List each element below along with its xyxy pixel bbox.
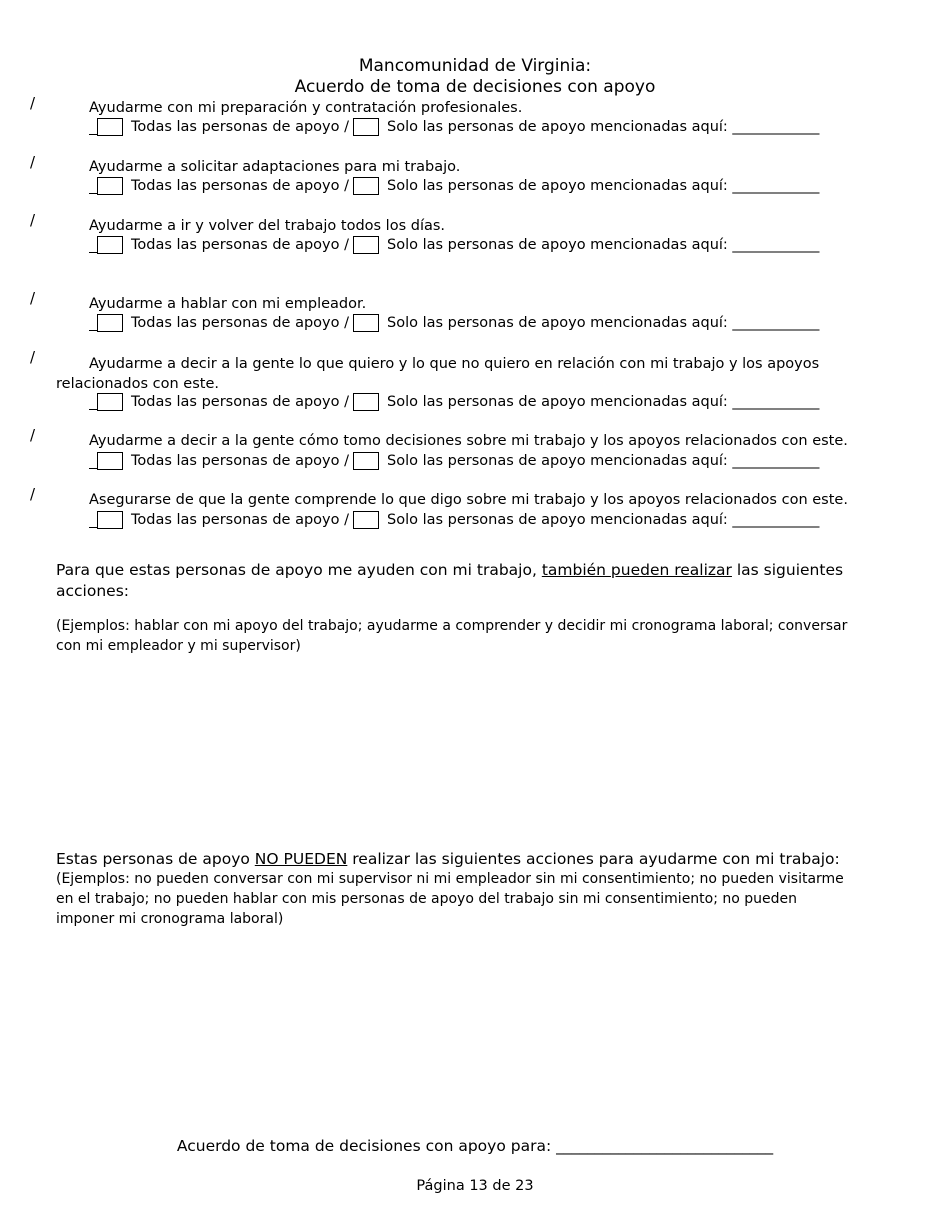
all-supporters-checkbox[interactable] (97, 452, 123, 470)
can-do-intro-after: las siguientes acciones: (56, 561, 844, 600)
named-supporters-checkbox[interactable] (353, 118, 379, 136)
item-1-text: Ayudarme con mi preparación y contratación profesionales. (89, 100, 523, 116)
can-do-intro (56, 560, 886, 602)
all-supporters-label: Todas las personas de apoyo / (131, 453, 349, 469)
all-supporters-label: Todas las personas de apoyo / (131, 237, 349, 253)
named-supporters-label: Solo las personas de apoyo mencionadas aquí: ____________ (387, 394, 820, 410)
named-supporters-label: Solo las personas de apoyo mencionadas aquí: ____________ (387, 453, 820, 469)
all-supporters-label: Todas las personas de apoyo / (131, 315, 349, 331)
item-5-text: Ayudarme a decir a la gente lo que quiero y lo que no quiero en relación con mi trabajo y los apoyos relacionados con este. (56, 356, 820, 392)
named-supporters-checkbox[interactable] (353, 452, 379, 470)
item-7-text: Asegurarse de que la gente comprende lo que digo sobre mi trabajo y los apoyos relacionados con este. (89, 492, 848, 508)
named-supporters-label: Solo las personas de apoyo mencionadas aquí: ____________ (387, 178, 820, 194)
named-supporters-label: Solo las personas de apoyo mencionadas aquí: ____________ (387, 512, 820, 528)
cannot-do-intro-after: realizar las siguientes acciones para ayudarme con mi trabajo: (347, 850, 840, 868)
all-supporters-checkbox[interactable] (97, 511, 123, 529)
slash-mark: / (30, 485, 36, 503)
all-supporters-checkbox[interactable] (97, 118, 123, 136)
all-supporters-checkbox[interactable] (97, 236, 123, 254)
cannot-do-emphasis: NO PUEDEN (254, 850, 348, 868)
named-supporters-label: Solo las personas de apoyo mencionadas aquí: ____________ (387, 237, 820, 253)
underscore-mark (89, 179, 97, 194)
named-supporters-checkbox[interactable] (353, 177, 379, 195)
named-supporters-checkbox[interactable] (353, 236, 379, 254)
cannot-do-intro-before: Estas personas de apoyo (56, 850, 255, 868)
named-supporters-label: Solo las personas de apoyo mencionadas aquí: ____________ (387, 315, 820, 331)
item-7-choices (89, 511, 819, 529)
underscore-mark (89, 513, 97, 528)
slash-mark: / (30, 211, 36, 229)
can-do-emphasis: también pueden realizar (541, 561, 732, 579)
named-supporters-checkbox[interactable] (353, 393, 379, 411)
can-do-intro-before: Para que estas personas de apoyo me ayuden con mi trabajo, (56, 561, 542, 579)
named-supporters-checkbox[interactable] (353, 511, 379, 529)
document-title-line2: Acuerdo de toma de decisiones con apoyo (294, 77, 656, 97)
slash-mark: / (30, 348, 36, 366)
item-1-choices (89, 118, 819, 136)
item-2-choices (89, 177, 819, 195)
underscore-mark (89, 120, 97, 135)
agreement-for-line: Acuerdo de toma de decisiones con apoyo para: ____________________________ (176, 1137, 774, 1155)
item-3-choices (89, 236, 819, 254)
slash-mark: / (30, 426, 36, 444)
item-6-text: Ayudarme a decir a la gente cómo tomo decisiones sobre mi trabajo y los apoyos relacionados con este. (89, 433, 848, 449)
all-supporters-checkbox[interactable] (97, 314, 123, 332)
item-5-choices (89, 393, 819, 411)
item-4-choices (89, 314, 819, 332)
document-title-line1: Mancomunidad de Virginia: (358, 56, 592, 76)
item-2-text: Ayudarme a solicitar adaptaciones para mi trabajo. (89, 159, 461, 175)
slash-mark: / (30, 289, 36, 307)
all-supporters-label: Todas las personas de apoyo / (131, 178, 349, 194)
item-3-text: Ayudarme a ir y volver del trabajo todos los días. (89, 218, 446, 234)
can-do-examples: (Ejemplos: hablar con mi apoyo del trabajo; ayudarme a comprender y decidir mi cronograma laboral; conversar con mi empleador y mi supervisor) (56, 618, 848, 654)
cannot-do-examples: (Ejemplos: no pueden conversar con mi supervisor ni mi empleador sin mi consentimiento; no pueden visitarme en el trabajo; no pueden hablar con mis personas de apoyo del trabajo sin mi consentimiento; no pueden imponer mi cronograma laboral) (56, 871, 844, 927)
named-supporters-checkbox[interactable] (353, 314, 379, 332)
item-4-text: Ayudarme a hablar con mi empleador. (89, 296, 367, 312)
all-supporters-label: Todas las personas de apoyo / (131, 512, 349, 528)
cannot-do-intro (56, 849, 886, 870)
underscore-mark (89, 316, 97, 331)
named-supporters-label: Solo las personas de apoyo mencionadas aquí: ____________ (387, 119, 820, 135)
all-supporters-label: Todas las personas de apoyo / (131, 119, 349, 135)
underscore-mark (89, 395, 97, 410)
page-number: Página 13 de 23 (416, 1178, 534, 1194)
underscore-mark (89, 238, 97, 253)
item-6-choices (89, 452, 819, 470)
slash-mark: / (30, 94, 36, 112)
underscore-mark (89, 454, 97, 469)
slash-mark: / (30, 153, 36, 171)
all-supporters-label: Todas las personas de apoyo / (131, 394, 349, 410)
all-supporters-checkbox[interactable] (97, 177, 123, 195)
all-supporters-checkbox[interactable] (97, 393, 123, 411)
